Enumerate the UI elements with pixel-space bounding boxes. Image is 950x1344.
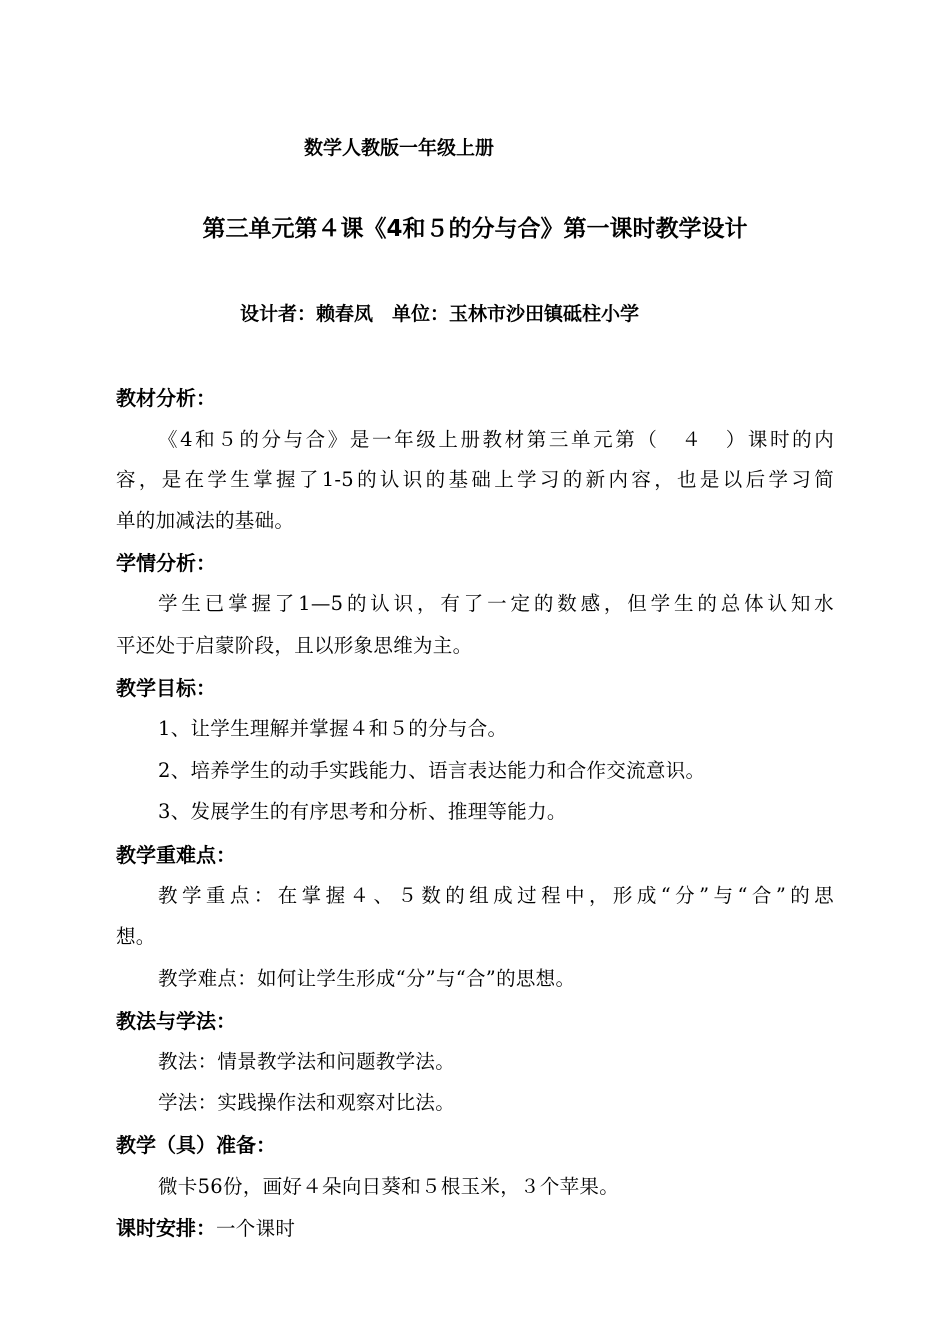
- section-heading-students: 学情分析：: [116, 551, 216, 575]
- keypoint-focus-line: 想。: [116, 925, 156, 948]
- document-title: 第三单元第４课《4和５的分与合》第一课时教学设计: [202, 216, 748, 242]
- teaching-method-line: 教法：情景教学法和问题教学法。: [158, 1050, 456, 1073]
- section-heading-methods: 教法与学法：: [116, 1009, 236, 1033]
- material-paragraph-line: 《4和５的分与合》是一年级上册教材第三单元第（ ４ ）课时的内: [158, 428, 834, 451]
- learning-method-line: 学法：实践操作法和观察对比法。: [158, 1091, 456, 1114]
- schedule-text: 一个课时: [216, 1217, 296, 1240]
- section-heading-material: 教材分析：: [116, 386, 216, 410]
- goal-item: 3、发展学生的有序思考和分析、推理等能力。: [158, 800, 567, 823]
- students-paragraph-line: 平还处于启蒙阶段，且以形象思维为主。: [116, 634, 473, 657]
- section-heading-keypoints: 教学重难点：: [116, 843, 236, 867]
- author-line: 设计者：赖春凤 单位：玉林市沙田镇砥柱小学: [240, 303, 640, 325]
- section-heading-prep: 教学（具）准备：: [116, 1133, 276, 1157]
- material-paragraph-line: 容，是在学生掌握了1-5的认识的基础上学习的新内容，也是以后学习简: [116, 468, 834, 491]
- keypoint-difficulty-line: 教学难点：如何让学生形成“分”与“合”的思想。: [158, 967, 576, 990]
- goal-item: 2、培养学生的动手实践能力、语言表达能力和合作交流意识。: [158, 759, 706, 782]
- textbook-label: 数学人教版一年级上册: [304, 137, 495, 159]
- goal-item: 1、让学生理解并掌握４和５的分与合。: [158, 717, 508, 740]
- section-heading-schedule: 课时安排：: [116, 1216, 216, 1240]
- students-paragraph-line: 学生已掌握了1—5的认识，有了一定的数感，但学生的总体认知水: [158, 592, 834, 615]
- material-paragraph-line: 单的加减法的基础。: [116, 509, 295, 532]
- keypoint-focus-line: 教学重点：在掌握４、５数的组成过程中，形成“分”与“合”的思: [158, 884, 834, 907]
- section-heading-goals: 教学目标：: [116, 676, 216, 700]
- schedule-line: [116, 1214, 295, 1243]
- prep-text: 微卡56份，画好４朵向日葵和５根玉米，３个苹果。: [158, 1175, 620, 1198]
